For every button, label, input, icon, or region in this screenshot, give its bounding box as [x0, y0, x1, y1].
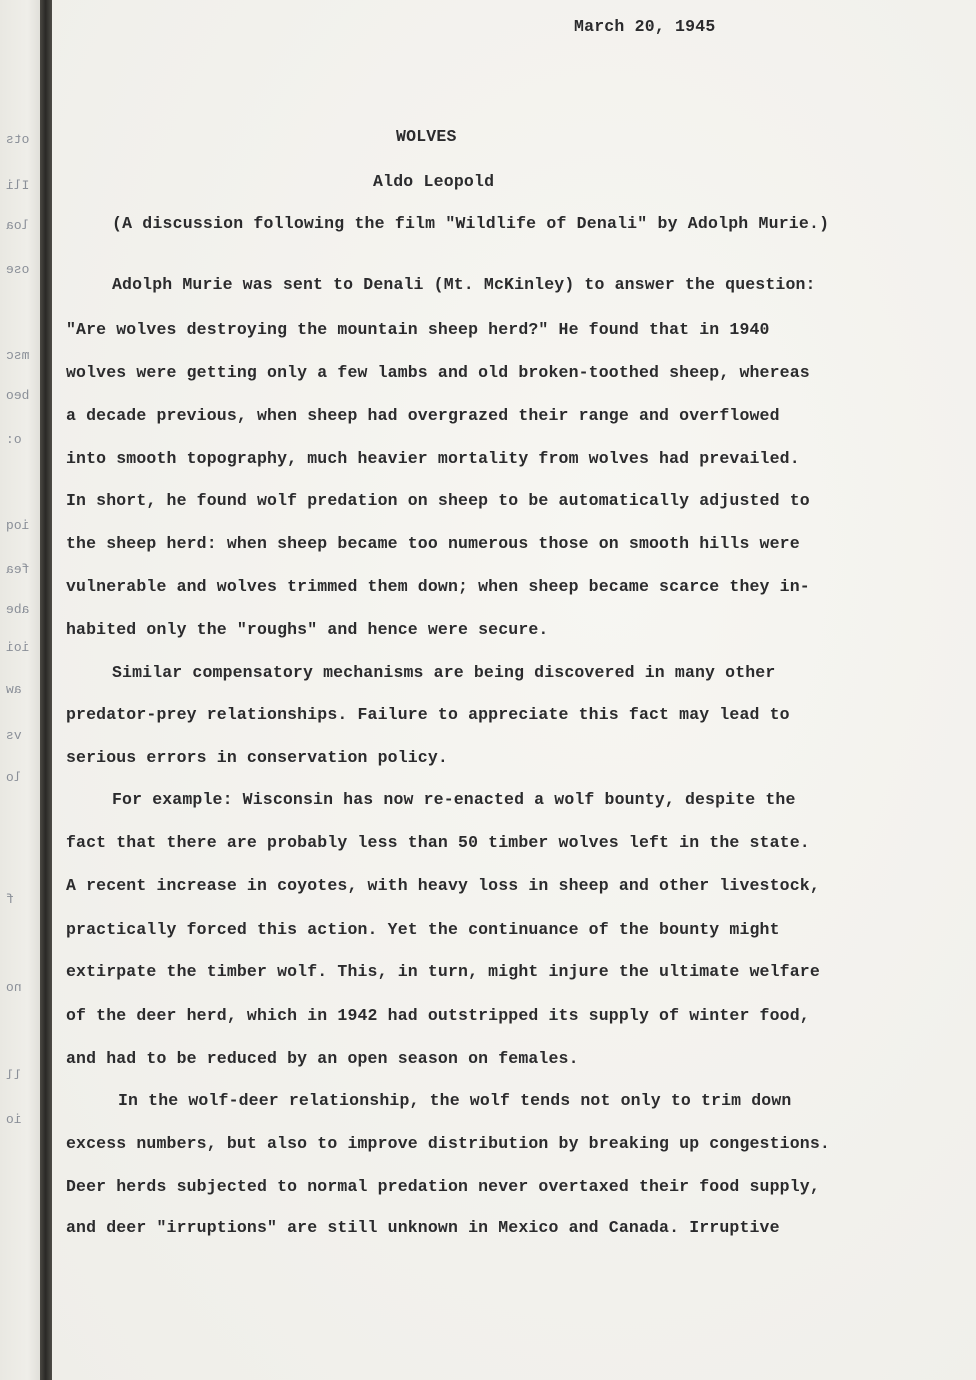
text-line: extirpate the timber wolf. This, in turn, might injure the ultimate welfare [66, 962, 820, 981]
text-line: serious errors in conservation policy. [66, 748, 448, 767]
text-line: Similar compensatory mechanisms are being discovered in many other [112, 663, 776, 682]
facing-page-fragment: ose [6, 262, 30, 277]
facing-page-fragment: f [6, 892, 14, 907]
facing-page-fragment: fea [6, 562, 30, 577]
facing-page-fragment: loa [6, 218, 30, 233]
facing-page-fragment: ots [6, 132, 30, 147]
text-line: In the wolf-deer relationship, the wolf tends not only to trim down [118, 1091, 792, 1110]
text-line: excess numbers, but also to improve distribution by breaking up congestions. [66, 1134, 830, 1153]
facing-page-fragment: lo [6, 770, 22, 785]
text-line: and deer "irruptions" are still unknown in Mexico and Canada. Irruptive [66, 1218, 780, 1237]
document-subtitle: (A discussion following the film "Wildlife of Denali" by Adolph Murie.) [112, 214, 830, 233]
text-line: the sheep herd: when sheep became too numerous those on smooth hills were [66, 534, 800, 553]
text-line: predator-prey relationships. Failure to appreciate this fact may lead to [66, 705, 790, 724]
facing-page-fragment: ioq [6, 518, 30, 533]
typewritten-page [52, 0, 976, 1380]
facing-page-fragment: beo [6, 388, 30, 403]
facing-page-fragment: vs [6, 728, 22, 743]
document-author: Aldo Leopold [373, 172, 495, 191]
document-title: WOLVES [396, 127, 457, 146]
text-line: vulnerable and wolves trimmed them down; when sheep became scarce they in- [66, 577, 810, 596]
facing-page-fragment: msc [6, 348, 30, 363]
facing-page-fragment: o: [6, 432, 22, 447]
text-line: wolves were getting only a few lambs and old broken-toothed sheep, whereas [66, 363, 810, 382]
text-line: habited only the "roughs" and hence were secure. [66, 620, 549, 639]
text-line: "Are wolves destroying the mountain sheep herd?" He found that in 1940 [66, 320, 770, 339]
text-line: fact that there are probably less than 50 timber wolves left in the state. [66, 833, 810, 852]
text-line: and had to be reduced by an open season on females. [66, 1049, 579, 1068]
document-date: March 20, 1945 [574, 17, 716, 36]
facing-page-fragment: aw [6, 682, 22, 697]
text-line: of the deer herd, which in 1942 had outstripped its supply of winter food, [66, 1006, 810, 1025]
text-line: A recent increase in coyotes, with heavy loss in sheep and other livestock, [66, 876, 820, 895]
text-line: Adolph Murie was sent to Denali (Mt. McKinley) to answer the question: [112, 275, 816, 294]
text-line: practically forced this action. Yet the continuance of the bounty might [66, 920, 780, 939]
facing-page-fragment: io [6, 1112, 22, 1127]
facing-page-fragment: ioi [6, 640, 30, 655]
text-line: In short, he found wolf predation on sheep to be automatically adjusted to [66, 491, 810, 510]
facing-page-fragment: Ili [6, 178, 30, 193]
facing-page-fragment: no [6, 980, 22, 995]
text-line: Deer herds subjected to normal predation never overtaxed their food supply, [66, 1177, 820, 1196]
facing-page-fragment: abe [6, 602, 30, 617]
text-line: into smooth topography, much heavier mortality from wolves had prevailed. [66, 449, 800, 468]
text-line: For example: Wisconsin has now re-enacted a wolf bounty, despite the [112, 790, 796, 809]
text-line: a decade previous, when sheep had overgrazed their range and overflowed [66, 406, 780, 425]
facing-page-fragment: ll [6, 1068, 22, 1083]
